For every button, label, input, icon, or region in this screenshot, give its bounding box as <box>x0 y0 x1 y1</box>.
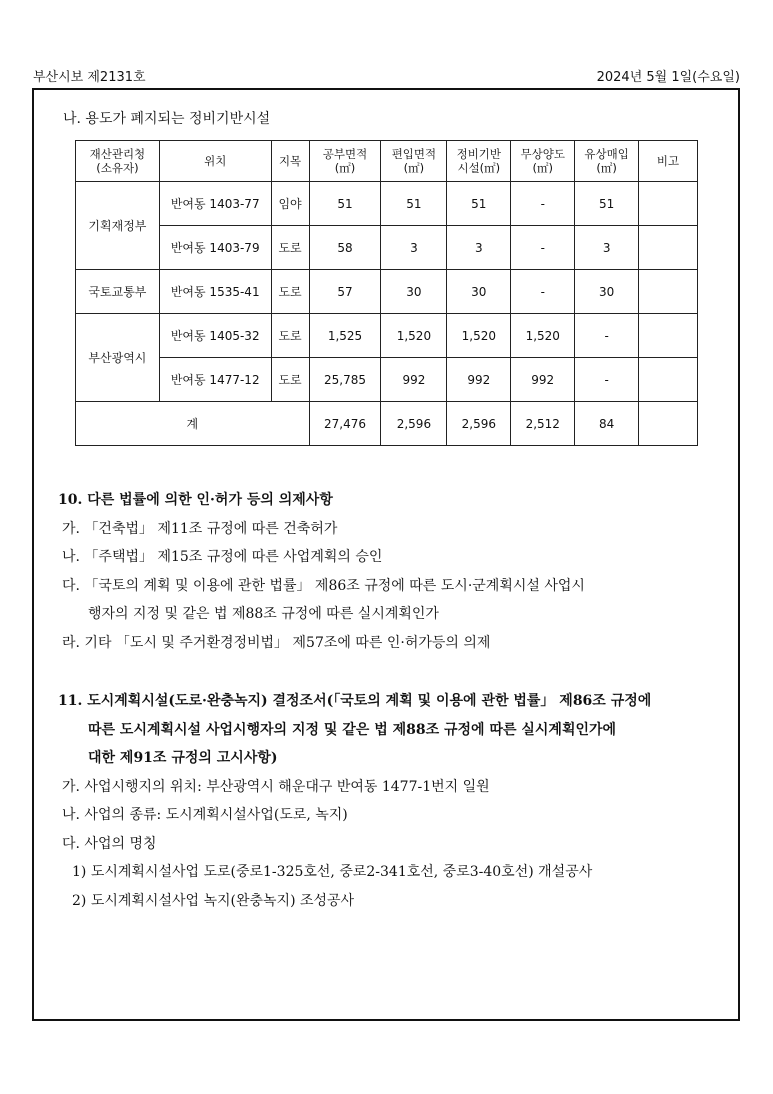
location-cell: 반여동 1403-79 <box>159 226 271 270</box>
owner-cell: 부산광역시 <box>76 314 160 402</box>
section-11-title-line: 대한 제91조 규정의 고시사항) <box>88 750 278 766</box>
infra-area-cell: 992 <box>447 358 511 402</box>
col-header-included-area: 편입면적 (㎡) <box>381 141 447 182</box>
col-header-location: 위치 <box>159 141 271 182</box>
official-area-cell: 58 <box>309 226 381 270</box>
table-header-row <box>76 141 698 182</box>
table-total-row <box>76 402 698 446</box>
category-cell: 도로 <box>271 314 309 358</box>
section-11-item: 다. 사업의 명칭 <box>62 835 157 852</box>
col-header-note: 비고 <box>639 141 698 182</box>
included-area-cell: 30 <box>381 270 447 314</box>
note-cell <box>639 226 698 270</box>
paid-purchase-cell: 30 <box>575 270 639 314</box>
total-label-cell: 계 <box>76 402 310 446</box>
free-transfer-cell: - <box>511 226 575 270</box>
owner-cell: 기획재정부 <box>76 182 160 270</box>
total-free-transfer: 2,512 <box>511 402 575 446</box>
col-header-owner: 재산관리청 (소유자) <box>76 141 160 182</box>
table-row <box>76 182 698 226</box>
facility-table <box>75 140 698 446</box>
publication-title: 부산시보 제2131호 <box>33 70 146 85</box>
free-transfer-cell: 1,520 <box>511 314 575 358</box>
note-cell <box>639 358 698 402</box>
included-area-cell: 51 <box>381 182 447 226</box>
col-header-paid-purchase: 유상매입 (㎡) <box>575 141 639 182</box>
col-header-category: 지목 <box>271 141 309 182</box>
category-cell: 도로 <box>271 226 309 270</box>
note-cell <box>639 314 698 358</box>
section-11-item: 가. 사업시행지의 위치: 부산광역시 해운대구 반여동 1477-1번지 일원 <box>62 778 490 795</box>
infra-area-cell: 3 <box>447 226 511 270</box>
note-cell <box>639 270 698 314</box>
section-10-item: 다. 「국토의 계획 및 이용에 관한 법률」 제86조 규정에 따른 도시·군계획시설 사업시 <box>62 577 585 594</box>
owner-cell: 국토교통부 <box>76 270 160 314</box>
section-11-subitem: 2) 도시계획시설사업 녹지(완충녹지) 조성공사 <box>72 892 355 909</box>
publication-date: 2024년 5월 1일(수요일) <box>596 70 740 85</box>
col-header-free-transfer: 무상양도 (㎡) <box>511 141 575 182</box>
table-row <box>76 314 698 358</box>
free-transfer-cell: - <box>511 270 575 314</box>
free-transfer-cell: 992 <box>511 358 575 402</box>
infra-area-cell: 1,520 <box>447 314 511 358</box>
included-area-cell: 992 <box>381 358 447 402</box>
section-11 <box>58 687 738 915</box>
category-cell: 도로 <box>271 270 309 314</box>
section-10-item: 가. 「건축법」 제11조 규정에 따른 건축허가 <box>62 520 338 537</box>
included-area-cell: 1,520 <box>381 314 447 358</box>
infra-area-cell: 30 <box>447 270 511 314</box>
official-area-cell: 51 <box>309 182 381 226</box>
paid-purchase-cell: - <box>575 314 639 358</box>
paid-purchase-cell: 3 <box>575 226 639 270</box>
col-header-infra-area: 정비기반 시설(㎡) <box>447 141 511 182</box>
location-cell: 반여동 1477-12 <box>159 358 271 402</box>
section-11-item: 나. 사업의 종류: 도시계획시설사업(도로, 녹지) <box>62 807 348 823</box>
table-title: 나. 용도가 폐지되는 정비기반시설 <box>63 111 271 127</box>
section-11-subitem: 1) 도시계획시설사업 도로(중로1-325호선, 중로2-341호선, 중로3-40호선) 개설공사 <box>72 864 593 880</box>
col-header-official-area: 공부면적 (㎡) <box>309 141 381 182</box>
section-10-item-continued: 행자의 지정 및 같은 법 제88조 규정에 따른 실시계획인가 <box>88 606 439 622</box>
infra-area-cell: 51 <box>447 182 511 226</box>
section-10-title: 10. 다른 법률에 의한 인·허가 등의 의제사항 <box>58 492 333 508</box>
official-area-cell: 1,525 <box>309 314 381 358</box>
section-11-title-line: 11. 도시계획시설(도로·완충녹지) 결정조서(「국토의 계획 및 이용에 관한 법률」 제86조 규정에 <box>58 693 652 709</box>
category-cell: 도로 <box>271 358 309 402</box>
table-row <box>76 358 698 402</box>
note-cell <box>639 182 698 226</box>
total-included-area: 2,596 <box>381 402 447 446</box>
section-10-item: 나. 「주택법」 제15조 규정에 따른 사업계획의 승인 <box>62 549 383 565</box>
location-cell: 반여동 1403-77 <box>159 182 271 226</box>
total-official-area: 27,476 <box>309 402 381 446</box>
location-cell: 반여동 1535-41 <box>159 270 271 314</box>
section-10-item: 라. 기타 「도시 및 주거환경정비법」 제57조에 따른 인·허가등의 의제 <box>62 634 491 651</box>
included-area-cell: 3 <box>381 226 447 270</box>
total-infra-area: 2,596 <box>447 402 511 446</box>
section-10 <box>58 486 738 657</box>
table-row <box>76 226 698 270</box>
section-11-title-line: 따른 도시계획시설 사업시행자의 지정 및 같은 법 제88조 규정에 따른 실시계획인가에 <box>88 721 617 738</box>
category-cell: 임야 <box>271 182 309 226</box>
total-note <box>639 402 698 446</box>
paid-purchase-cell: - <box>575 358 639 402</box>
table-row <box>76 270 698 314</box>
free-transfer-cell: - <box>511 182 575 226</box>
paid-purchase-cell: 51 <box>575 182 639 226</box>
total-paid-purchase: 84 <box>575 402 639 446</box>
official-area-cell: 25,785 <box>309 358 381 402</box>
official-area-cell: 57 <box>309 270 381 314</box>
location-cell: 반여동 1405-32 <box>159 314 271 358</box>
